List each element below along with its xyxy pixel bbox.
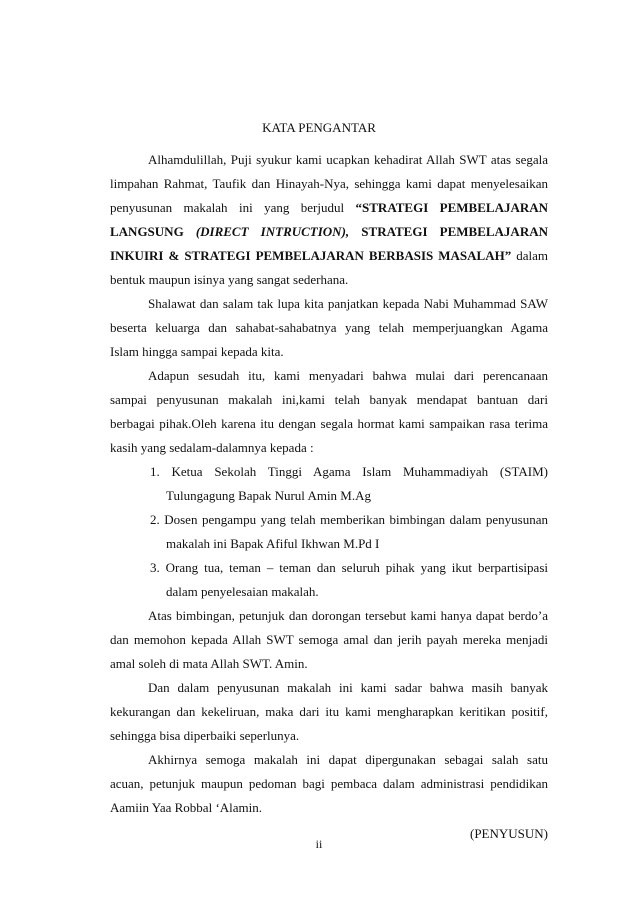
page-number: ii [315, 837, 323, 851]
list-item-continuation: dalam penyelesaian makalah. [166, 584, 319, 599]
paragraph-line: amal soleh di mata Allah SWT. Amin. [110, 656, 308, 671]
paragraph-line: acuan, petunjuk maupun pedoman bagi pembaca dalam administrasi pendidikan [110, 776, 548, 791]
paragraph-line: dan memohon kepada Allah SWT semoga amal dan jerih payah mereka menjadi [110, 632, 548, 647]
paragraph-line: limpahan Rahmat, Taufik dan Hinayah-Nya, sehingga kami dapat menyelesaikan [110, 176, 548, 191]
paragraph-line: Adapun sesudah itu, kami menyadari bahwa mulai dari perencanaan [148, 368, 548, 383]
paragraph-line: Dan dalam penyusunan makalah ini kami sadar bahwa masih banyak [148, 680, 548, 695]
text-span: dalam [511, 248, 548, 263]
paragraph-line: kekurangan dan kekeliruan, maka dari itu kami mengharapkan keritikan positif, [110, 704, 548, 719]
paragraph-line [110, 246, 548, 266]
paragraph-line: Shalawat dan salam tak lupa kita panjatkan kepada Nabi Muhammad SAW [148, 296, 548, 311]
paragraph-line: berbagai pihak.Oleh karena itu dengan segala hormat kami sampaikan rasa terima [110, 416, 548, 431]
bold-title-span: INKUIRI & STRATEGI PEMBELAJARAN BERBASIS MASALAH” [110, 248, 512, 263]
paragraph-line: Akhirnya semoga makalah ini dapat dipergunakan sebagai salah satu [148, 752, 548, 767]
paragraph-line: Alhamdulillah, Puji syukur kami ucapkan kehadirat Allah SWT atas segala [148, 152, 548, 167]
list-item-continuation: makalah ini Bapak Afiful Ikhwan M.Pd I [166, 536, 380, 551]
text-span: penyusunan makalah ini yang berjudul [110, 200, 356, 215]
signature: (PENYUSUN) [470, 826, 548, 841]
bold-title-span: “STRATEGI PEMBELAJARAN [355, 200, 549, 215]
paragraph-line: kasih yang sedalam-dalamnya kepada : [110, 440, 314, 455]
list-item: 1. Ketua Sekolah Tinggi Agama Islam Muhammadiyah (STAIM) [150, 464, 548, 479]
bold-title-span: STRATEGI PEMBELAJARAN [349, 224, 548, 239]
list-item: 3. Orang tua, teman – teman dan seluruh pihak yang ikut berpartisipasi [150, 560, 548, 575]
paragraph-line: bentuk maupun isinya yang sangat sederhana. [110, 272, 349, 287]
bold-italic-span: (DIRECT INTRUCTION), [195, 224, 350, 239]
list-item-continuation: Tulungagung Bapak Nurul Amin M.Ag [166, 488, 371, 503]
paragraph-line [110, 222, 548, 242]
paragraph-line: beserta keluarga dan sahabat-sahabatnya yang telah memperjuangkan Agama [110, 320, 548, 335]
paragraph-line: sampai penyusunan makalah ini,kami telah banyak mendapat bantuan dari [110, 392, 548, 407]
paragraph-line: Islam hingga sampai kepada kita. [110, 344, 284, 359]
paragraph-line: sehingga bisa diperbaiki seperlunya. [110, 728, 300, 743]
paragraph-line: Atas bimbingan, petunjuk dan dorongan tersebut kami hanya dapat berdo’a [148, 608, 548, 623]
paragraph-line [110, 198, 548, 218]
bold-title-span: LANGSUNG [110, 224, 196, 239]
list-item: 2. Dosen pengampu yang telah memberikan bimbingan dalam penyusunan [150, 512, 548, 527]
paragraph-line: Aamiin Yaa Robbal ‘Alamin. [110, 800, 263, 815]
page-title: KATA PENGANTAR [262, 120, 376, 135]
